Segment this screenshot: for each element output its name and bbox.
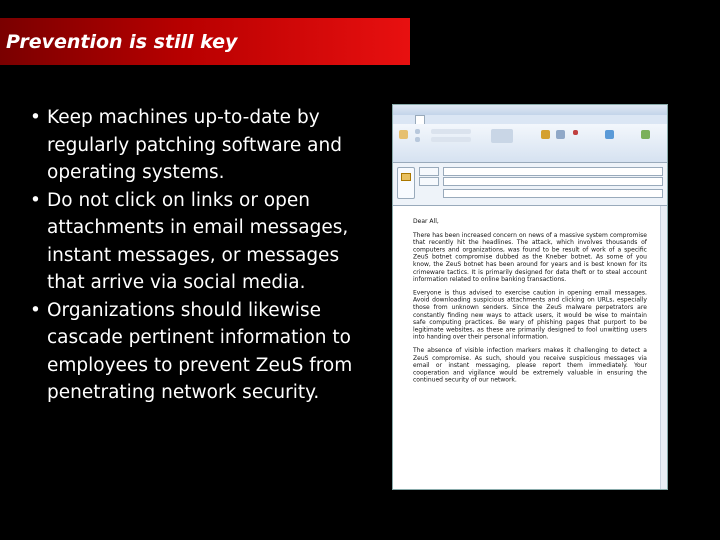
bullet-dot-icon: • — [30, 299, 41, 321]
ribbon-tab[interactable] — [459, 115, 467, 124]
bullet-list — [30, 104, 375, 407]
font-selector[interactable] — [431, 129, 471, 134]
copy-icon[interactable] — [415, 137, 420, 142]
ribbon-tab[interactable] — [431, 115, 439, 124]
format-buttons[interactable] — [431, 137, 471, 142]
envelope-icon — [401, 173, 411, 181]
window-title-bar — [393, 105, 667, 115]
slide-title: Prevention is still key — [6, 31, 238, 53]
ribbon-toolbar — [393, 124, 667, 163]
ribbon-tab[interactable] — [415, 115, 425, 124]
cc-button[interactable] — [419, 177, 439, 186]
to-input[interactable] — [443, 167, 663, 176]
email-greeting: Dear All, — [413, 218, 439, 225]
email-compose-window — [392, 104, 668, 490]
subject-field-row — [419, 189, 663, 196]
subject-input[interactable] — [443, 189, 663, 198]
business-card-icon[interactable] — [556, 130, 565, 139]
vertical-scrollbar[interactable] — [660, 206, 667, 489]
bullet-dot-icon: • — [30, 189, 41, 211]
to-button[interactable] — [419, 167, 439, 176]
email-paragraph: There has been increased concern on news of a massive system compromise that recently hit the headlines. The attack, which involves thousands of computers and organizations, was found to be result of work of a specific ZeuS botnet compromise dubbed as the Kneber botnet. As some of you know, the ZeuS botnet has been around for years and is best known for its crimeware tactics. It is primarily designed for data theft or to steal account information related to online banking transactions. — [413, 231, 647, 283]
bullet-text: Keep machines up-to-date by regularly patching software and operating systems. — [47, 107, 342, 183]
attach-file-icon[interactable] — [541, 130, 550, 139]
email-paragraph: The absence of visible infection markers makes it challenging to detect a ZeuS compromise. As such, should you receive suspicious messages via email or instant messaging, please report them immediately. Your cooperation and vigilance would be extremely valuable in ensuring the continued security of our network. — [413, 346, 647, 384]
ribbon-tabs — [393, 115, 667, 124]
cc-field-row — [419, 177, 663, 184]
bullet-item — [30, 297, 375, 407]
to-field-row — [419, 167, 663, 174]
bullet-item — [30, 187, 375, 297]
bullet-text: Organizations should likewise cascade pertinent information to employees to prevent ZeuS from penetrating network security. — [47, 299, 353, 403]
message-body[interactable] — [393, 206, 667, 489]
cut-icon[interactable] — [415, 129, 420, 134]
follow-up-icon[interactable] — [605, 130, 614, 139]
cc-input[interactable] — [443, 177, 663, 186]
email-body-text — [413, 218, 647, 390]
bullet-text: Do not click on links or open attachments in email messages, instant messages, or messages that arrive via social media. — [47, 189, 349, 293]
send-button[interactable] — [397, 167, 415, 199]
bullet-dot-icon: • — [30, 107, 41, 128]
bullet-item — [30, 104, 375, 187]
slide-title-bar — [0, 18, 410, 65]
email-paragraph: Everyone is thus advised to exercise caution in opening email messages. Avoid downloading suspicious attachments and clicking on URLs, especially those from unknown senders. Since the ZeuS malware perpetrators are constantly finding new ways to attack users, it would be wise to maintain safe computing practices. Be wary of phishing pages that purport to be legitimate websites, as these are primarily designed to fool unwitting users into handing over their personal information. — [413, 289, 647, 341]
spelling-icon[interactable] — [641, 130, 650, 139]
names-group[interactable] — [491, 129, 513, 143]
ribbon-tab[interactable] — [445, 115, 453, 124]
paste-icon[interactable] — [399, 130, 408, 139]
message-header — [393, 163, 667, 206]
follow-up-flag-icon[interactable] — [573, 130, 578, 135]
